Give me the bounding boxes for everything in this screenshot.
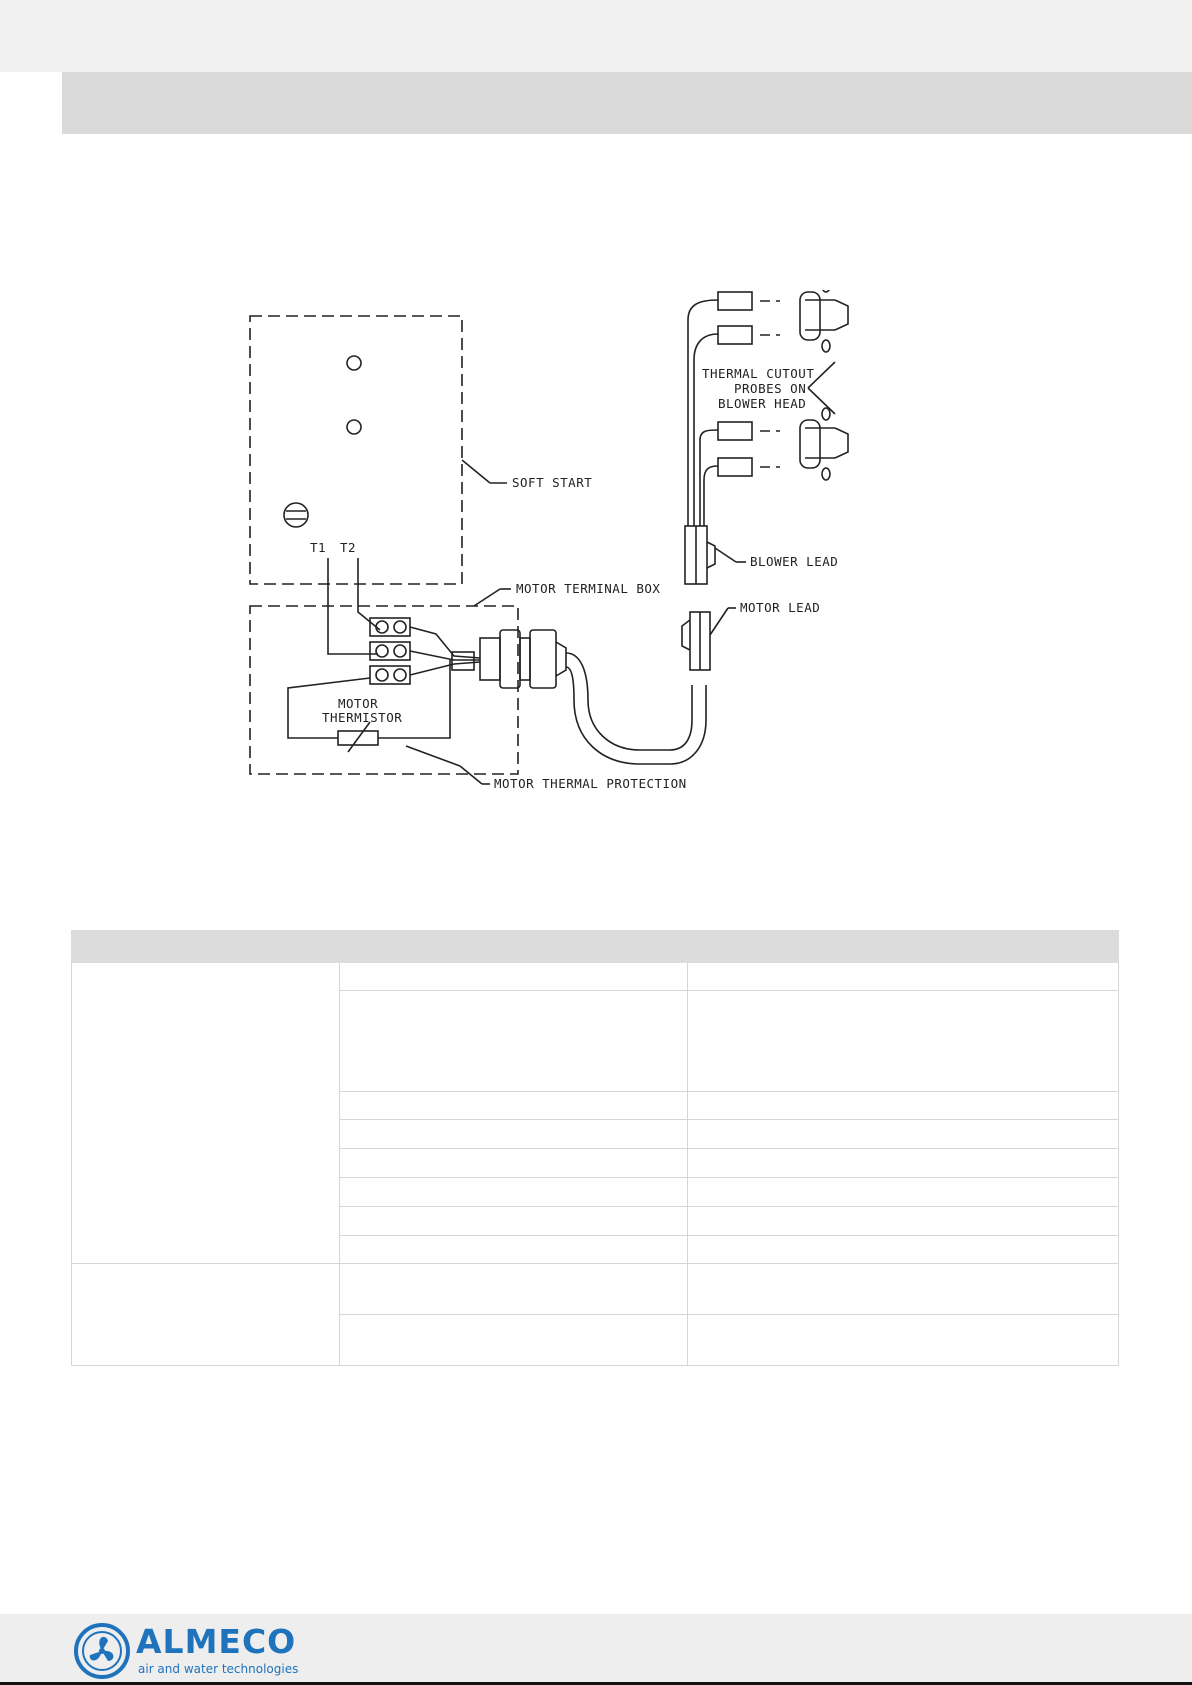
table-cell	[340, 1207, 688, 1236]
table-cell	[340, 1092, 688, 1120]
label-motor-thermistor-line2: THERMISTOR	[322, 710, 403, 725]
label-thermal-cutout-line2: PROBES ON	[734, 381, 807, 396]
table-cell	[688, 1178, 1119, 1207]
page-top-bar	[0, 0, 1192, 72]
table-row	[72, 1264, 1119, 1315]
label-blower-lead: BLOWER LEAD	[750, 554, 839, 569]
table-cell	[340, 1120, 688, 1149]
label-soft-start: SOFT START	[512, 475, 593, 490]
wiring-diagram	[230, 290, 930, 810]
table-cell	[340, 1315, 688, 1366]
table-group-cell	[72, 963, 340, 1264]
label-thermal-cutout-line1: THERMAL CUTOUT	[702, 366, 815, 381]
label-motor-thermistor-line1: MOTOR	[338, 696, 379, 711]
table-cell	[340, 991, 688, 1092]
section-title-band	[62, 72, 1192, 134]
table-cell	[340, 963, 688, 991]
table-cell	[688, 1264, 1119, 1315]
table-cell	[688, 991, 1119, 1092]
table-cell	[688, 1092, 1119, 1120]
brand-tagline: air and water technologies	[138, 1662, 299, 1676]
label-t1: T1	[310, 540, 327, 555]
table-header-row	[72, 931, 1119, 963]
table-cell	[340, 1264, 688, 1315]
table-row	[72, 963, 1119, 991]
label-thermal-cutout-line3: BLOWER HEAD	[718, 396, 807, 411]
brand-name: ALMECO	[136, 1622, 297, 1661]
spec-table	[71, 930, 1119, 1366]
table-cell	[340, 1178, 688, 1207]
fan-logo-icon	[72, 1621, 142, 1681]
table-header-cell	[72, 931, 1119, 963]
table-cell	[688, 1207, 1119, 1236]
table-group-cell	[72, 1264, 340, 1366]
table-cell	[688, 1236, 1119, 1264]
label-motor-thermal-protection: MOTOR THERMAL PROTECTION	[494, 776, 687, 791]
table-cell	[688, 1149, 1119, 1178]
motor-terminal-box	[250, 606, 518, 774]
label-t2: T2	[340, 540, 357, 555]
table-cell	[688, 963, 1119, 991]
label-motor-lead: MOTOR LEAD	[740, 600, 821, 615]
label-motor-terminal-box: MOTOR TERMINAL BOX	[516, 581, 661, 596]
table-cell	[340, 1149, 688, 1178]
table-cell	[688, 1315, 1119, 1366]
table-cell	[340, 1236, 688, 1264]
table-cell	[688, 1120, 1119, 1149]
